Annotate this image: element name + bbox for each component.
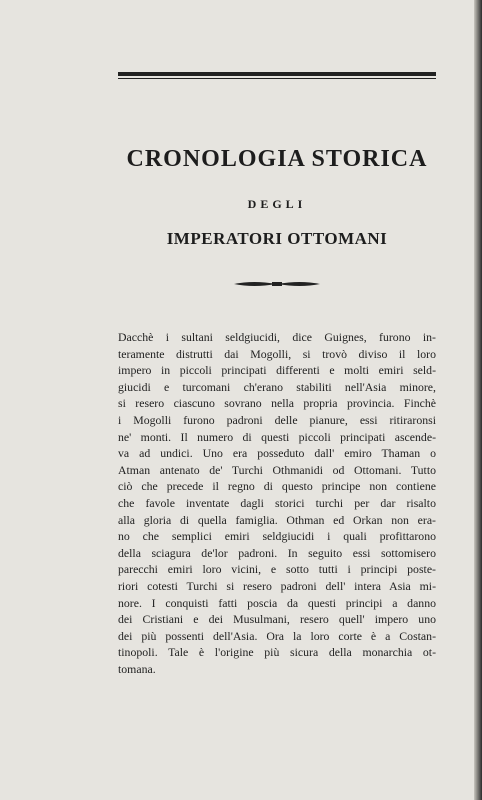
page-edge-shadow: [474, 0, 482, 800]
ornament-divider-icon: [232, 279, 322, 289]
body-line: impero in piccoli principati differenti e molti emiri seld-: [118, 363, 436, 378]
body-paragraph: [118, 329, 436, 677]
body-line: alla gloria di quella famiglia. Othman ed Orkan non era-: [118, 512, 436, 527]
body-line: va ad undici. Uno era posseduto dall' emiro Thaman o: [118, 446, 436, 461]
body-line: ne' monti. Il numero di questi piccoli principati ascende-: [118, 429, 436, 444]
body-line: si resero ciascuno sovrano nella propria provincia. Finchè: [118, 396, 436, 411]
body-line: che favole inventate dagli storici turchi per dar risalto: [118, 495, 436, 510]
body-line: tinopoli. Tale è l'origine più sicura della monarchia ot-: [118, 645, 436, 660]
page-subtitle: IMPERATORI OTTOMANI: [166, 229, 388, 248]
body-line: Atman antenato de' Turchi Othmanidi od Ottomani. Tutto: [118, 462, 436, 477]
body-line: riori cotesti Turchi si resero padroni dell' intera Asia mi-: [118, 578, 436, 593]
body-line: dei più possenti dell'Asia. Ora la loro corte è a Costan-: [118, 628, 436, 643]
body-line: teramente distrutti dai Mogolli, si trovò diviso il loro: [118, 346, 436, 361]
body-line: giucidi e turcomani ch'erano stabiliti nell'Asia minore,: [118, 379, 436, 394]
body-line: dei Cristiani e dei Musulmani, resero quell' impero uno: [118, 612, 436, 627]
body-line: nore. I conquisti fatti poscia da questi principi a danno: [118, 595, 436, 610]
body-line: no che semplici emiri seldgiucidi i quali profittarono: [118, 529, 436, 544]
header-double-rule: [118, 72, 436, 79]
thick-rule: [118, 72, 436, 76]
body-line: i Mogolli furono padroni delle pianure, essi ritiraronsi: [118, 412, 436, 427]
body-line: della sciagura de'lor padroni. In seguito essi sottomisero: [118, 545, 436, 560]
title-connector: DEGLI: [247, 197, 307, 211]
page-title: CRONOLOGIA STORICA: [126, 146, 428, 172]
body-line: ciò che precede il regno di questo principe non contiene: [118, 479, 436, 494]
body-line: tomana.: [118, 661, 156, 676]
body-line: parecchi emiri loro vicini, e sotto tutti i principi poste-: [118, 562, 436, 577]
thin-rule: [118, 78, 436, 79]
body-line: Dacchè i sultani seldgiucidi, dice Guignes, furono in-: [118, 330, 436, 344]
